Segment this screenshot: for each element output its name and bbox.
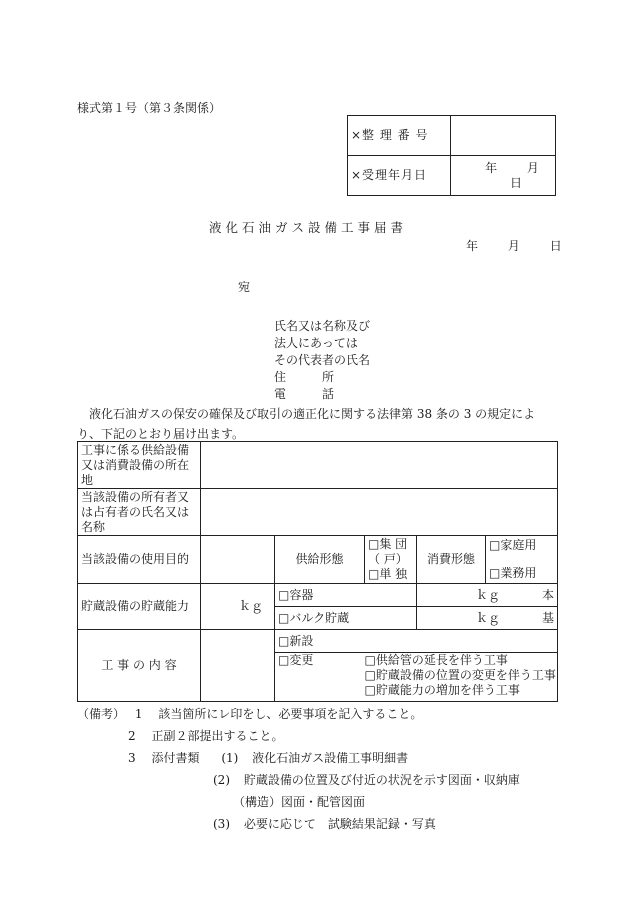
date-month-label: 月 xyxy=(507,239,520,253)
work-content-label: 工 事 の 内 容 xyxy=(78,630,201,702)
bulk-storage-checkbox[interactable]: □バルク貯蔵 xyxy=(275,607,417,630)
consume-home-checkbox[interactable]: □家庭用 xyxy=(489,538,537,552)
note-3-number: 3 xyxy=(128,751,136,765)
change-option-storage-relocation[interactable]: □貯蔵設備の位置の変更を伴う工事 xyxy=(364,668,556,682)
consume-form-label: 消費形態 xyxy=(417,536,486,584)
note-2-text: 正副２部提出すること。 xyxy=(151,729,284,743)
attachment-2-text-continued: （構造）図面・配管図面 xyxy=(233,795,366,809)
body-paragraph: 液化石油ガスの保安の確保及び取引の適正化に関する法律第 38 条の 3 の規定により、下記のとおり届け出ます。 xyxy=(77,407,536,441)
owner-field[interactable] xyxy=(201,489,558,536)
reference-number-field[interactable] xyxy=(451,116,556,156)
container-kg-label: ｋｇ xyxy=(476,587,501,602)
change-checkbox[interactable]: □変更 xyxy=(275,653,365,702)
purpose-label: 当該設備の使用目的 xyxy=(78,536,201,584)
change-option-capacity-increase[interactable]: □貯蔵能力の増加を伴う工事 xyxy=(364,683,520,697)
supply-household-count[interactable]: （ 戸） xyxy=(368,552,408,566)
container-unit-label: 本 xyxy=(542,587,555,602)
notes-heading: （備考） xyxy=(77,707,126,721)
change-options xyxy=(365,653,558,702)
container-checkbox[interactable]: □容器 xyxy=(275,584,417,607)
body-text xyxy=(77,404,559,444)
submission-date[interactable] xyxy=(466,237,562,254)
applicant-phone-label: 電 話 xyxy=(274,387,335,401)
change-option-pipe-extension[interactable]: □供給管の延長を伴う工事 xyxy=(364,653,508,667)
supply-form-label: 供給形態 xyxy=(275,536,365,584)
storage-capacity-label: 貯蔵設備の貯蔵能力 xyxy=(78,584,201,630)
storage-unit-label: ｋｇ xyxy=(238,599,263,613)
bulk-unit-label: 基 xyxy=(542,610,555,625)
received-date-field[interactable] xyxy=(451,156,556,196)
attachment-2-text: 貯蔵設備の位置及び付近の状況を示す図面・収納庫 xyxy=(243,773,520,787)
note-1-text: 該当箇所にレ印をし、必要事項を記入すること。 xyxy=(158,707,423,721)
attachment-1-text: 液化石油ガス設備工事明細書 xyxy=(252,751,409,765)
document-title: 液化石油ガス設備工事届書 xyxy=(209,220,408,235)
date-year-label: 年 xyxy=(466,239,479,253)
applicant-address-label: 住 所 xyxy=(274,370,335,384)
owner-label: 当該設備の所有者又は占有者の氏名又は名称 xyxy=(78,489,201,536)
attachment-3-text: 必要に応じて 試験結果記録・写真 xyxy=(243,817,436,831)
applicant-name-label-line2: 法人にあっては xyxy=(274,336,358,350)
main-form-table xyxy=(77,441,558,702)
supply-single-checkbox[interactable]: □単 独 xyxy=(368,567,408,581)
note-3-label: 添付書類 xyxy=(151,751,200,765)
bulk-quantity-field[interactable] xyxy=(417,607,558,630)
received-date-label: ×受理年月日 xyxy=(348,156,451,196)
container-quantity-field[interactable] xyxy=(417,584,558,607)
form-label: 様式第１号（第３条関係） xyxy=(77,101,222,115)
date-day-label: 日 xyxy=(549,239,562,253)
reference-number-label: ×整 理 番 号 xyxy=(348,116,451,156)
received-year-label: 年 xyxy=(485,160,498,175)
consume-form-options xyxy=(486,536,558,584)
addressee-label: 宛 xyxy=(238,280,251,294)
storage-capacity-field[interactable] xyxy=(201,584,275,630)
reception-table xyxy=(347,115,556,196)
attachment-2-number: (2) xyxy=(213,773,230,787)
location-field[interactable] xyxy=(201,442,558,489)
note-1-number: 1 xyxy=(134,707,143,721)
attachment-3-number: (3) xyxy=(213,817,230,831)
supply-form-options xyxy=(365,536,417,584)
attachment-1-number: (1) xyxy=(221,751,239,765)
purpose-field[interactable] xyxy=(201,536,275,584)
location-label: 工事に係る供給設備又は消費設備の所在地 xyxy=(78,442,201,489)
supply-collective-checkbox[interactable]: □集 団 xyxy=(368,537,408,551)
new-install-checkbox[interactable]: □新設 xyxy=(275,630,558,653)
note-2-number: 2 xyxy=(128,729,136,743)
consume-business-checkbox[interactable]: □業務用 xyxy=(489,566,537,580)
bulk-kg-label: ｋｇ xyxy=(476,610,501,625)
work-content-blank xyxy=(201,630,275,702)
received-month-label: 月 xyxy=(526,160,539,175)
applicant-name-label-line3: その代表者の氏名 xyxy=(274,353,371,367)
applicant-name-label-line1: 氏名又は名称及び xyxy=(274,319,371,333)
received-day-label: 日 xyxy=(509,175,522,190)
